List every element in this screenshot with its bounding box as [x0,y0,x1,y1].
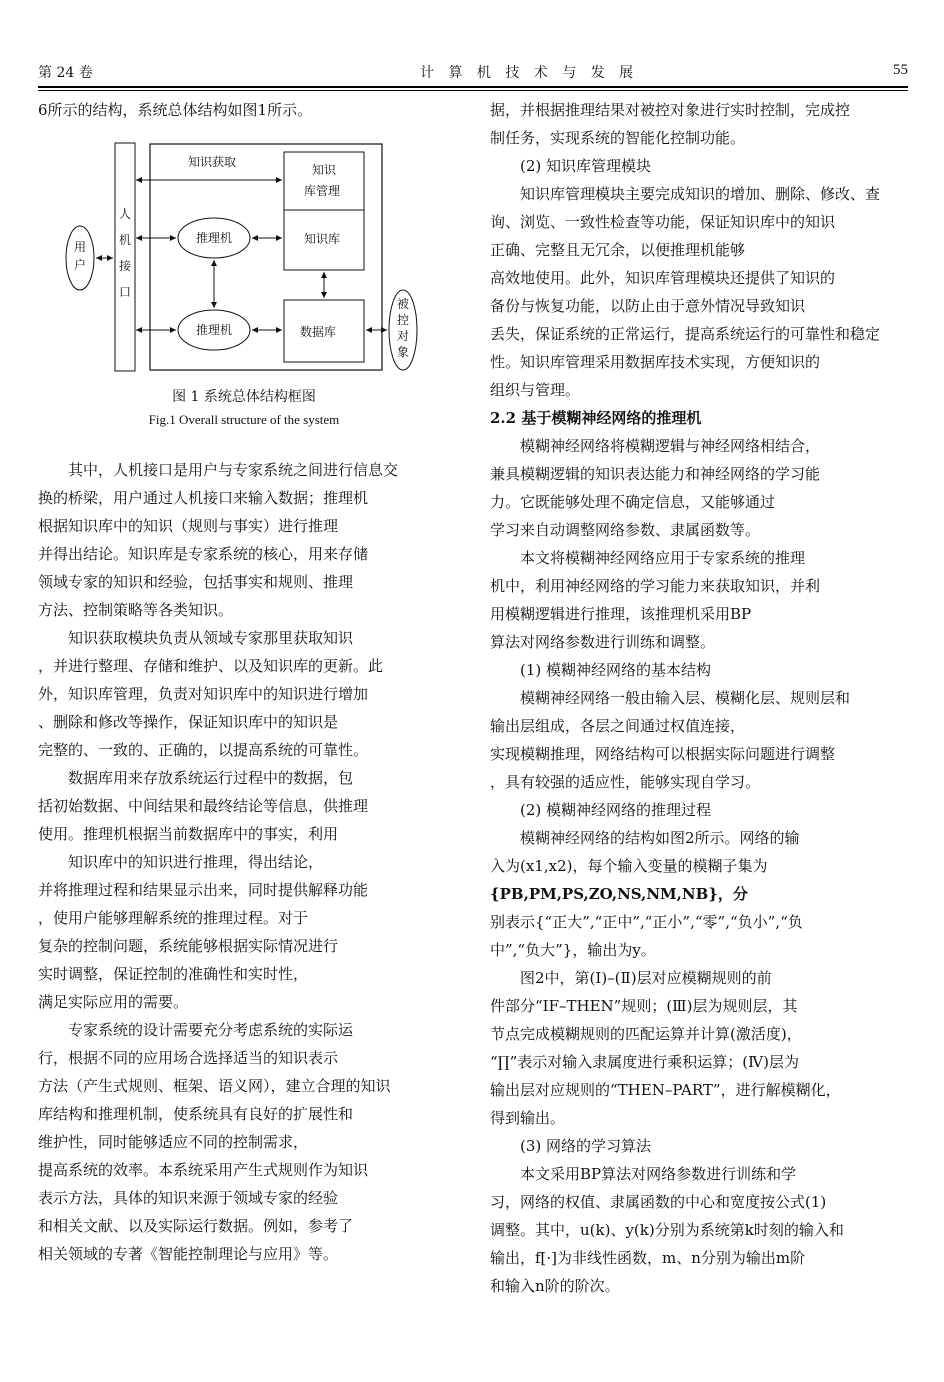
left-line: 复杂的控制问题，系统能够根据实际情况进行 [38,937,339,955]
right-line: 备份与恢复功能，以防止由于意外情况导致知识 [490,297,806,315]
right-line: 丢失，保证系统的正常运行，提高系统运行的可靠性和稳定 [490,325,881,343]
subsection-heading: (2) 模糊神经网络的推理过程 [520,801,712,819]
right-line: “∏”表示对输入隶属度进行乘积运算；(Ⅳ)层为 [490,1053,799,1071]
right-line: 别表示{“正大”,“正中”,“正小”,“零”,“负小”,“负 [490,913,803,931]
interface-label-2: 机 [119,233,132,247]
left-line: 外，知识库管理，负责对知识库中的知识进行增加 [38,685,369,703]
left-line: 知识获取模块负责从领域专家那里获取知识 [68,629,354,647]
subsection-heading: (3) 网络的学习算法 [520,1137,652,1155]
left-line: 和相关文献、以及实际运行数据。例如，参考了 [38,1217,354,1235]
controlled-label-3: 对 [397,329,410,343]
left-line: 数据库用来存放系统运行过程中的数据，包 [68,769,354,787]
left-line: 满足实际应用的需要。 [38,993,189,1011]
left-line: ，并进行整理、存储和维护、以及知识库的更新。此 [38,657,384,675]
left-line: 并将推理过程和结果显示出来，同时提供解释功能 [38,881,369,899]
right-line: 正确、完整且无冗余，以便推理机能够 [490,241,746,259]
left-line: 专家系统的设计需要充分考虑系统的实际运 [68,1021,354,1039]
right-line: 用模糊逻辑进行推理，该推理机采用BP [490,605,752,623]
left-line: 完整的、一致的、正确的，以提高系统的可靠性。 [38,741,369,759]
subsection-heading: (1) 模糊神经网络的基本结构 [520,661,712,679]
system-structure-diagram [60,138,420,378]
left-top-line: 6所示的结构，系统总体结构如图1所示。 [38,101,313,119]
right-column-body [490,96,908,1300]
right-line: 模糊神经网络一般由输入层、模糊化层、规则层和 [520,689,851,707]
left-line: 行，根据不同的应用场合选择适当的知识表示 [38,1049,339,1067]
right-line: 力。它既能够处理不确定信息，又能够通过 [490,493,776,511]
reasoning-label: 推理机 [196,231,233,245]
section-heading: 2.2 基于模糊神经网络的推理机 [490,409,702,427]
controlled-label-2: 控 [397,313,410,327]
left-line: 领域专家的知识和经验，包括事实和规则、推理 [38,573,354,591]
left-line: 括初始数据、中间结果和最终结论等信息，供推理 [38,797,369,815]
right-line: 实现模糊推理，网络结构可以根据实际问题进行调整 [490,745,836,763]
right-line: 输出层对应规则的“THEN–PART”，进行解模糊化， [490,1081,841,1099]
left-line: 知识库中的知识进行推理，得出结论， [68,853,324,871]
controlled-label-4: 象 [397,345,410,359]
left-line: 表示方法，具体的知识来源于领域专家的经验 [38,1189,339,1207]
subsection-heading: (2) 知识库管理模块 [520,157,652,175]
left-line: 根据知识库中的知识（规则与事实）进行推理 [38,517,339,535]
right-line: 模糊神经网络将模糊逻辑与神经网络相结合， [520,437,821,455]
right-line: 性。知识库管理采用数据库技术实现，方便知识的 [490,353,821,371]
right-line: {PB,PM,PS,ZO,NS,NM,NB}，分 [490,885,748,903]
right-line: 件部分“IF–THEN”规则；(Ⅲ)层为规则层，其 [490,997,798,1015]
left-line: 、删除和修改等操作，保证知识库中的知识是 [38,713,339,731]
right-line: 模糊神经网络的结构如图2所示。网络的输 [520,829,800,847]
left-line: 使用。推理机根据当前数据库中的事实，利用 [38,825,339,843]
left-line: 相关领域的专著《智能控制理论与应用》等。 [38,1245,339,1263]
figure-1 [60,138,420,378]
right-line: 本文采用BP算法对网络参数进行训练和学 [520,1165,797,1183]
left-line: 换的桥梁，用户通过人机接口来输入数据；推理机 [38,489,369,507]
right-line: 学习来自动调整网络参数、隶属函数等。 [490,521,761,539]
right-line: 询、浏览、一致性检查等功能，保证知识库中的知识 [490,213,836,231]
interface-label-3: 接 [119,259,132,273]
right-line: ，具有较强的适应性，能够实现自学习。 [490,773,761,791]
left-line: 并得出结论。知识库是专家系统的核心，用来存储 [38,545,369,563]
database-label: 数据库 [300,325,337,339]
left-column-body [38,456,450,1268]
header-rule-thick [38,86,908,88]
inference-label: 推理机 [196,323,233,337]
kb-mgmt-label-bottom: 库管理 [304,184,341,198]
interface-node [115,143,135,371]
left-line: 方法（产生式规则、框架、语义网），建立合理的知识 [38,1077,391,1095]
controlled-label-1: 被 [397,297,410,311]
left-line: ，使用户能够理解系统的推理过程。对于 [38,909,309,927]
header-page-number: 55 [893,62,908,78]
right-line: 本文将模糊神经网络应用于专家系统的推理 [520,549,806,567]
header-journal: 计 算 机 技 术 与 发 展 [420,65,639,81]
left-line: 其中，人机接口是用户与专家系统之间进行信息交 [68,461,399,479]
left-line: 维护性，同时能够适应不同的控制需求， [38,1133,309,1151]
left-line: 实时调整，保证控制的准确性和实时性， [38,965,309,983]
right-line: 据，并根据推理结果对被控对象进行实时控制，完成控 [490,101,851,119]
right-line: 制任务，实现系统的智能化控制功能。 [490,129,746,147]
right-line: 入为(x1,x2)，每个输入变量的模糊子集为 [490,857,768,875]
left-line: 提高系统的效率。本系统采用产生式规则作为知识 [38,1161,369,1179]
right-line: 机中，利用神经网络的学习能力来获取知识，并利 [490,577,821,595]
right-line: 输出层组成，各层之间通过权值连接， [490,717,746,735]
left-line: 方法、控制策略等各类知识。 [38,601,234,619]
right-line: 调整。其中，u(k)、y(k)分别为系统第k时刻的输入和 [490,1221,844,1239]
interface-label-1: 人 [119,207,132,221]
right-line: 得到输出。 [490,1109,566,1127]
kb-label: 知识库 [304,232,341,246]
right-line: 算法对网络参数进行训练和调整。 [490,633,716,651]
right-line: 习，网络的权值、隶属函数的中心和宽度按公式(1) [490,1193,827,1211]
right-line: 图2中，第(Ⅰ)–(Ⅱ)层对应模糊规则的前 [520,969,772,987]
header-volume: 第 24 卷 [38,65,93,81]
left-column-top [38,96,450,124]
right-line: 和输入n阶的阶次。 [490,1277,620,1295]
right-line: 中”,“负大”}，输出为y。 [490,941,656,959]
header-rule-thin [38,90,908,91]
figure-caption-cn: 图 1 系统总体结构框图 [172,389,316,405]
user-label-2: 户 [74,258,87,272]
figure-caption-en: Fig.1 Overall structure of the system [148,412,340,427]
knowledge-acq-label: 知识获取 [188,155,237,169]
left-line: 库结构和推理机制，使系统具有良好的扩展性和 [38,1105,354,1123]
right-line: 节点完成模糊规则的匹配运算并计算(激活度)， [490,1025,802,1043]
right-line: 组织与管理。 [490,381,581,399]
running-header [38,62,908,82]
interface-label-4: 口 [119,285,132,299]
right-line: 高效地使用。此外，知识库管理模块还提供了知识的 [490,269,836,287]
user-label-1: 用 [74,240,87,254]
right-line: 知识库管理模块主要完成知识的增加、删除、修改、查 [520,185,881,203]
right-line: 输出，f[·]为非线性函数，m、n分别为输出m阶 [490,1249,806,1267]
right-line: 兼具模糊逻辑的知识表达能力和神经网络的学习能 [490,465,821,483]
kb-mgmt-label-top: 知识 [312,163,337,177]
